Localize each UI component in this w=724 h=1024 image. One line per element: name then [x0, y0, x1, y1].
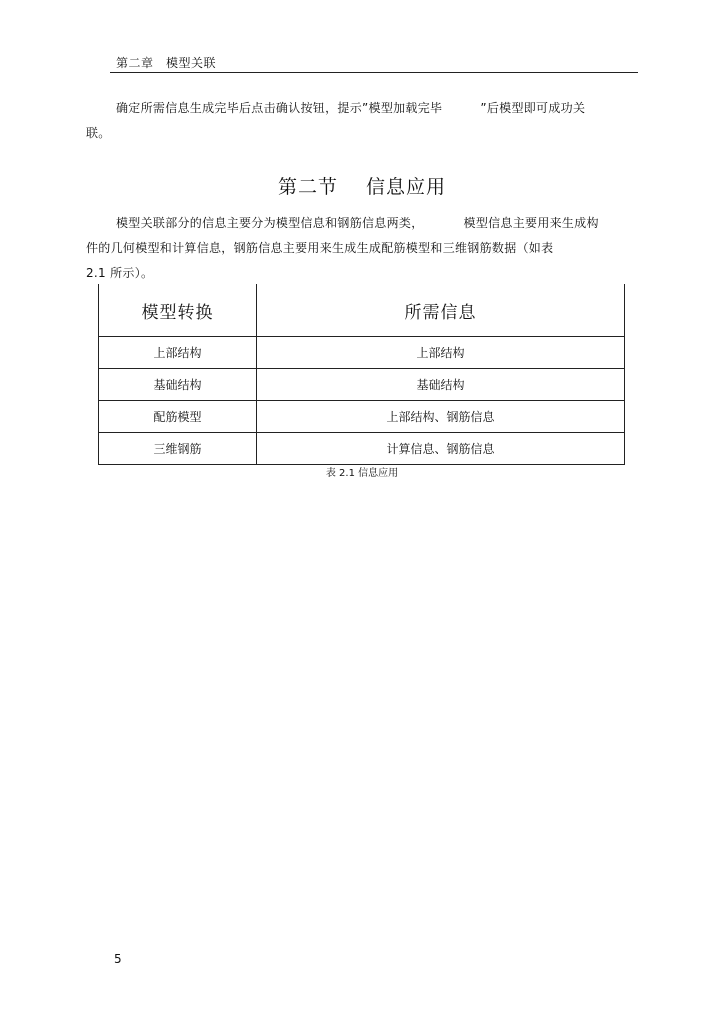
table-cell: 基础结构: [99, 369, 257, 401]
table-cell: 计算信息、钢筋信息: [257, 433, 625, 465]
intro-line-1-part-b: ”后模型即可成功关: [480, 101, 586, 115]
section-heading: [0, 172, 724, 199]
table-header-model-conversion: 模型转换: [99, 284, 257, 337]
intro-line-2: 联。: [86, 126, 111, 140]
table-cell: 上部结构、钢筋信息: [257, 401, 625, 433]
table-cell: 三维钢筋: [99, 433, 257, 465]
page-number: 5: [114, 952, 122, 966]
table-cell: 上部结构: [257, 337, 625, 369]
body-line-3: 2.1 所示）。: [86, 266, 154, 280]
body-line-1-part-a: 模型关联部分的信息主要分为模型信息和钢筋信息两类，: [116, 216, 424, 230]
intro-line-1: [86, 96, 626, 121]
body-line-1: [86, 211, 646, 236]
section-title: 信息应用: [366, 176, 447, 198]
table-row: [99, 401, 625, 433]
table-caption: 表 2.1 信息应用: [325, 468, 399, 479]
chapter-header: 第二章 模型关联: [116, 56, 217, 70]
table-row: [99, 433, 625, 465]
table-cell: 配筋模型: [99, 401, 257, 433]
section-number: 第二节: [277, 176, 338, 198]
table-cell: 基础结构: [257, 369, 625, 401]
table-header-required-info: 所需信息: [257, 284, 625, 337]
intro-paragraph: [86, 96, 626, 146]
body-line-2: 件的几何模型和计算信息，钢筋信息主要用来生成生成配筋模型和三维钢筋数据（如表: [86, 241, 554, 255]
body-line-1-part-b: 模型信息主要用来生成构: [463, 216, 599, 230]
info-table: [98, 284, 625, 465]
header-divider: [110, 72, 638, 73]
table-row: [99, 337, 625, 369]
table-row: [99, 369, 625, 401]
body-paragraph: [86, 211, 646, 286]
table-header-row: [99, 284, 625, 337]
intro-line-1-part-a: 确定所需信息生成完毕后点击确认按钮，提示”模型加载完毕: [116, 101, 443, 115]
table-cell: 上部结构: [99, 337, 257, 369]
